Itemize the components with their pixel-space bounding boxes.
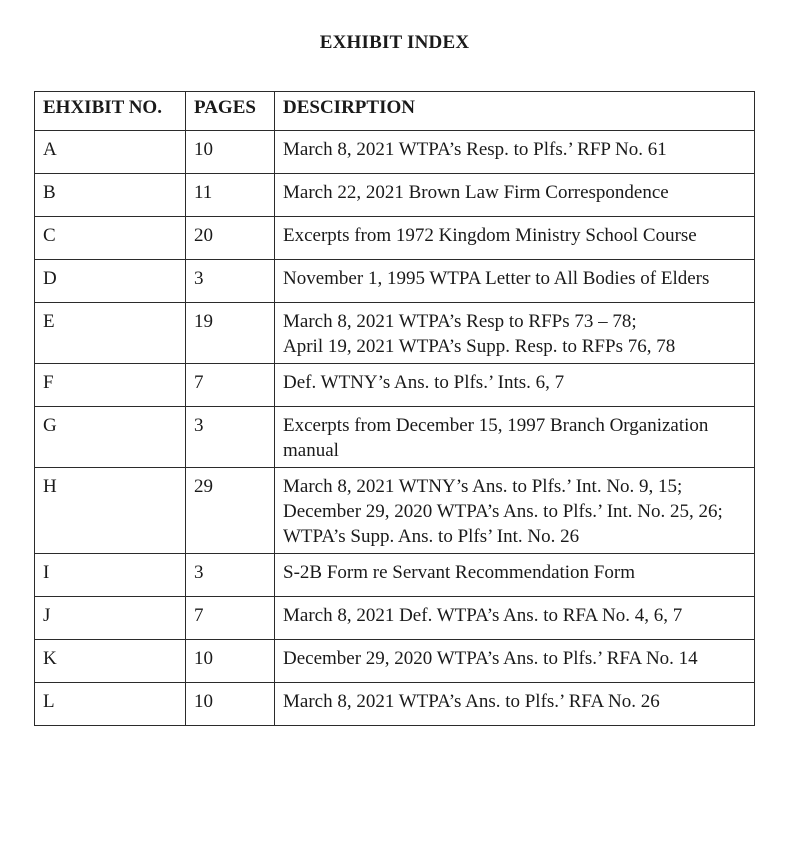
exhibit-letter-cell: A [35,131,186,174]
exhibit-letter-cell: K [35,640,186,683]
description-cell [275,597,755,640]
description-cell [275,260,755,303]
description-line: WTPA’s Supp. Ans. to Plfs’ Int. No. 26 [283,526,580,547]
description-cell [275,407,755,468]
page-count-cell: 10 [186,683,275,726]
description-cell [275,364,755,407]
exhibit-letter-cell: H [35,468,186,554]
exhibit-letter-cell: B [35,174,186,217]
description-line: S-2B Form re Servant Recommendation Form [283,562,635,583]
table-row [35,131,755,174]
table-row [35,364,755,407]
page-count-cell: 19 [186,303,275,364]
exhibit-letter-cell: E [35,303,186,364]
description-cell [275,303,755,364]
page-count-cell: 3 [186,407,275,468]
description-cell [275,554,755,597]
description-cell [275,640,755,683]
table-row [35,407,755,468]
exhibit-letter-cell: I [35,554,186,597]
table-row [35,597,755,640]
description-cell [275,131,755,174]
description-line: December 29, 2020 WTPA’s Ans. to Plfs.’ Int. No. 25, 26; [283,501,723,522]
description-line: April 19, 2021 WTPA’s Supp. Resp. to RFPs 76, 78 [283,336,676,357]
description-line: Def. WTNY’s Ans. to Plfs.’ Ints. 6, 7 [283,372,565,393]
exhibit-letter-cell: L [35,683,186,726]
page-count-cell: 3 [186,554,275,597]
description-line: March 8, 2021 WTPA’s Ans. to Plfs.’ RFA No. 26 [283,691,660,712]
description-line: March 22, 2021 Brown Law Firm Correspondence [283,182,669,203]
description-line: March 8, 2021 WTPA’s Resp to RFPs 73 – 78; [283,311,637,332]
exhibit-letter-cell: J [35,597,186,640]
description-line: Excerpts from December 15, 1997 Branch Organization manual [283,415,709,461]
exhibit-index-table [34,91,755,726]
table-row [35,554,755,597]
table-header-row [35,92,755,131]
column-header-description: DESCIRPTION [275,92,755,131]
exhibit-letter-cell: C [35,217,186,260]
table-row [35,303,755,364]
page-count-cell: 20 [186,217,275,260]
column-header-exhibit-no: EHXIBIT NO. [35,92,186,131]
page-count-cell: 10 [186,131,275,174]
description-cell [275,174,755,217]
column-header-pages: PAGES [186,92,275,131]
description-line: March 8, 2021 WTPA’s Resp. to Plfs.’ RFP No. 61 [283,139,667,160]
table-row [35,683,755,726]
table-body [35,131,755,726]
exhibit-letter-cell: F [35,364,186,407]
page-count-cell: 3 [186,260,275,303]
table-row [35,640,755,683]
table-row [35,174,755,217]
table-row [35,217,755,260]
exhibit-letter-cell: G [35,407,186,468]
page-count-cell: 10 [186,640,275,683]
description-cell [275,217,755,260]
exhibit-letter-cell: D [35,260,186,303]
document-title: EXHIBIT INDEX [319,32,470,53]
description-cell [275,468,755,554]
page-count-cell: 11 [186,174,275,217]
table-row [35,468,755,554]
page-count-cell: 29 [186,468,275,554]
description-line: March 8, 2021 WTNY’s Ans. to Plfs.’ Int. No. 9, 15; [283,476,683,497]
description-line: December 29, 2020 WTPA’s Ans. to Plfs.’ RFA No. 14 [283,648,698,669]
description-line: March 8, 2021 Def. WTPA’s Ans. to RFA No. 4, 6, 7 [283,605,683,626]
description-cell [275,683,755,726]
page-count-cell: 7 [186,364,275,407]
table-row [35,260,755,303]
description-line: Excerpts from 1972 Kingdom Ministry School Course [283,225,697,246]
description-line: November 1, 1995 WTPA Letter to All Bodies of Elders [283,268,710,289]
page-count-cell: 7 [186,597,275,640]
